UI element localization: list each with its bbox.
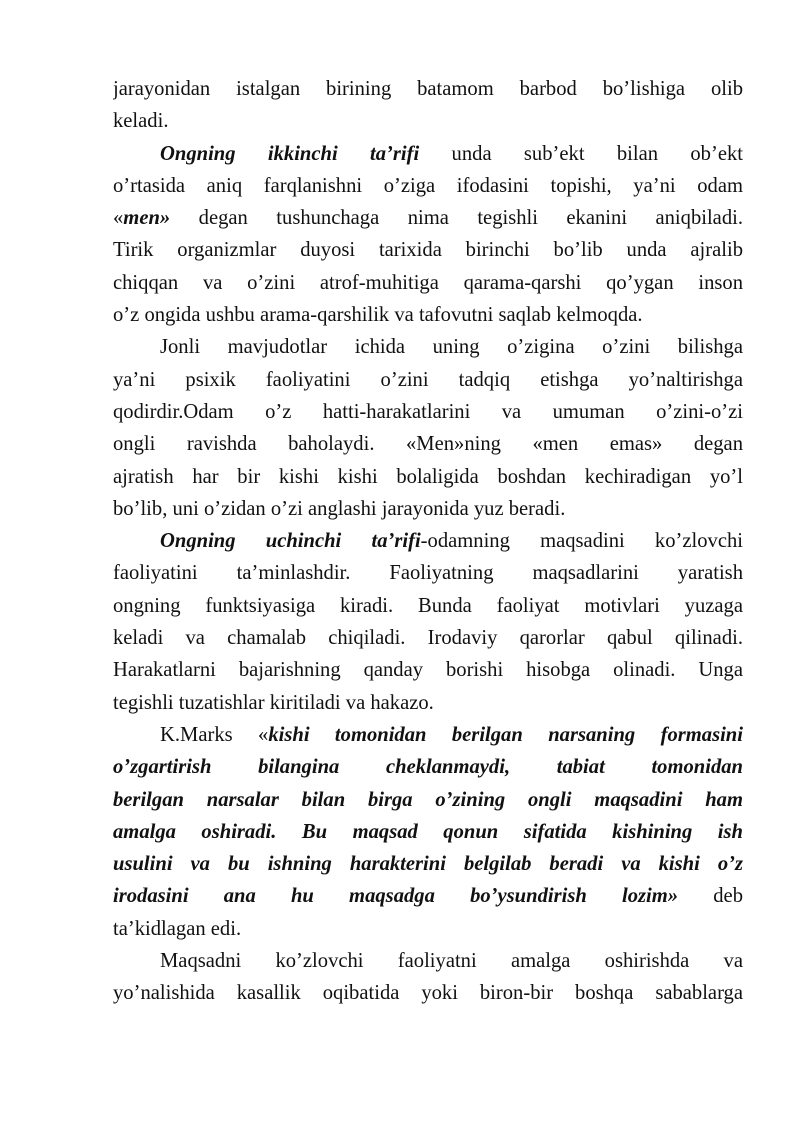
text-line: o’z ongida ushbu arama-qarshilik va tafovutni saqlab kelmoqda. (113, 304, 643, 327)
text-line: ongning funktsiyasiga kiradi. Bunda faoliyat motivlari yuzaga (113, 594, 743, 617)
paragraph-start-line: K.Marks «kishi tomonidan berilgan narsaning formasini (160, 723, 743, 746)
text-line: o’rtasida aniq farqlanishni o’ziga ifodasini topishi, ya’ni odam (113, 174, 743, 197)
text-line: keladi. (113, 110, 169, 133)
text-line: chiqqan va o’zini atrof-muhitiga qarama-qarshi qo’ygan inson (113, 271, 743, 294)
text-line: irodasini ana hu maqsadga bo’ysundirish lozim» deb (113, 885, 743, 908)
paragraph-start-line: Ongning uchinchi ta’rifi-odamning maqsadini ko’zlovchi (160, 530, 743, 553)
text-line: ta’kidlagan edi. (113, 917, 242, 940)
text-line: ya’ni psixik faoliyatini o’zini tadqiq etishga yo’naltirishga (113, 368, 743, 391)
quote-line: berilgan narsalar bilan birga o’zining ongli maqsadini ham (113, 788, 743, 811)
text-line: bo’lib, uni o’zidan o’zi anglashi jarayonida yuz beradi. (113, 497, 566, 520)
quote-text: irodasini ana hu maqsadga bo’ysundirish lozim» (113, 885, 679, 908)
quote-text: kishi tomonidan berilgan narsaning formasini (268, 723, 743, 746)
text-line: keladi va chamalab chiqiladi. Irodaviy qarorlar qabul qilinadi. (113, 627, 743, 650)
quote-line: amalga oshiradi. Bu maqsad qonun sifatida kishining ish (113, 820, 743, 843)
text-line: «men» degan tushunchaga nima tegishli ekanini aniqbiladi. (113, 207, 743, 230)
emphasis-term: Ongning uchinchi ta’rifi (160, 530, 421, 553)
paragraph-start-line: Maqsadni ko’zlovchi faoliyatni amalga oshirishda va (160, 950, 743, 973)
document-body (113, 73, 743, 1010)
text-line: faoliyatini ta’minlashdir. Faoliyatning maqsadlarini yaratish (113, 562, 743, 585)
paragraph-start-line: Jonli mavjudotlar ichida uning o’zigina o’zini bilishga (160, 336, 743, 359)
text-line: ajratish har bir kishi kishi bolaligida boshdan kechiradigan yo’l (113, 465, 743, 488)
emphasis-term: men» (123, 207, 171, 230)
text-line: tegishli tuzatishlar kiritiladi va hakazo. (113, 691, 434, 714)
paragraph-start-line: Ongning ikkinchi ta’rifi unda sub’ekt bilan ob’ekt (160, 142, 743, 165)
text-line: jarayonidan istalgan birining batamom barbod bo’lishiga olib (113, 78, 743, 100)
text-line: Harakatlarni bajarishning qanday borishi hisobga olinadi. Unga (113, 659, 743, 682)
quote-line: o’zgartirish bilangina cheklanmaydi, tabiat tomonidan (113, 756, 743, 779)
emphasis-term: Ongning ikkinchi ta’rifi (160, 142, 420, 165)
text-line: Tirik organizmlar duyosi tarixida birinchi bo’lib unda ajralib (113, 239, 743, 262)
text-line: yo’nalishida kasallik oqibatida yoki biron-bir boshqa sabablarga (113, 982, 743, 1005)
text-line: qodirdir.Odam o’z hatti-harakatlarini va umuman o’zini-o’zi (113, 400, 743, 423)
quote-line: usulini va bu ishning harakterini belgilab beradi va kishi o’z (113, 853, 743, 876)
text-line: ongli ravishda baholaydi. «Men»ning «men emas» degan (113, 433, 743, 456)
